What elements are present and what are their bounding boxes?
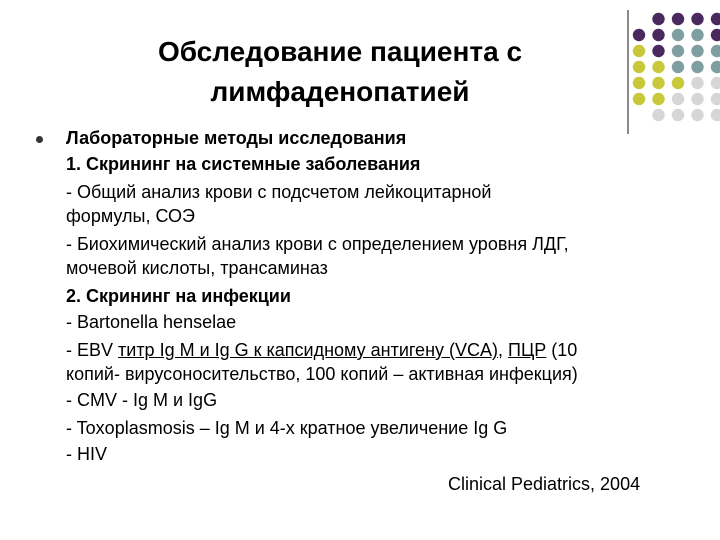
hiv-item: - HIV [66, 444, 108, 464]
decorative-dot [672, 45, 684, 57]
decorative-dot [652, 61, 664, 73]
ebv-item-line2: копий- вирусоносительство, 100 копий – активная инфекция) [66, 364, 578, 384]
decorative-dot [672, 93, 684, 105]
decorative-dot [691, 93, 703, 105]
ebv-titer-text: титр Ig M и Ig G к капсидному антигену (VCA), [118, 340, 504, 360]
decorative-dot [711, 45, 720, 57]
cmv-item: - CMV - Ig M и IgG [66, 390, 218, 410]
citation: Clinical Pediatrics, 2004 [448, 474, 641, 494]
decorative-dot [691, 13, 703, 25]
decorative-dot [691, 109, 703, 121]
decorative-dot [711, 77, 720, 89]
ebv-item-line1 [66, 338, 577, 362]
bartonella-item: - Bartonella henselae [66, 312, 237, 332]
section-systemic-screening: 1. Скрининг на системные заболевания [66, 154, 421, 174]
decorative-dot [633, 45, 645, 57]
decorative-dot [652, 45, 664, 57]
slide-title-line2: лимфаденопатией [210, 76, 470, 107]
biochem-item-line2: мочевой кислоты, трансаминаз [66, 258, 328, 278]
decorative-dot [711, 61, 720, 73]
lab-methods-heading: Лабораторные методы исследования [66, 128, 407, 148]
section-infection-screening: 2. Скрининг на инфекции [66, 286, 291, 306]
decorative-dot [652, 13, 664, 25]
decorative-dot [633, 61, 645, 73]
ebv-prefix: - EBV [66, 340, 119, 360]
decorative-dot [672, 13, 684, 25]
bullet-icon [36, 136, 43, 143]
decorative-dot [691, 29, 703, 41]
decorative-dot [672, 29, 684, 41]
decorative-dot [711, 109, 720, 121]
decorative-dot [652, 93, 664, 105]
decorative-dot [691, 45, 703, 57]
decorative-dot [691, 77, 703, 89]
decorative-dot [652, 109, 664, 121]
toxoplasmosis-item: - Toxoplasmosis – Ig M и 4-х кратное увеличение Ig G [66, 418, 508, 438]
decorative-dot-grid [0, 0, 720, 140]
decorative-dot [691, 61, 703, 73]
slide-title-line1: Обследование пациента с [157, 36, 523, 67]
decorative-dot [633, 77, 645, 89]
decorative-dot [652, 29, 664, 41]
decorative-dot [711, 29, 720, 41]
decorative-dot [633, 29, 645, 41]
biochem-item-line1: - Биохимический анализ крови с определением уровня ЛДГ, [66, 234, 569, 254]
decorative-dot [652, 77, 664, 89]
decorative-dot [672, 109, 684, 121]
cbc-item-line1: - Общий анализ крови с подсчетом лейкоцитарной [66, 182, 492, 202]
decorative-dot [633, 93, 645, 105]
decorative-dot [711, 13, 720, 25]
decorative-dot [672, 61, 684, 73]
decorative-dot [711, 93, 720, 105]
ebv-pcr-text: ПЦР [508, 340, 547, 360]
decorative-dot [672, 77, 684, 89]
cbc-item-line2: формулы, СОЭ [66, 206, 195, 226]
ebv-suffix: (10 [546, 340, 578, 360]
